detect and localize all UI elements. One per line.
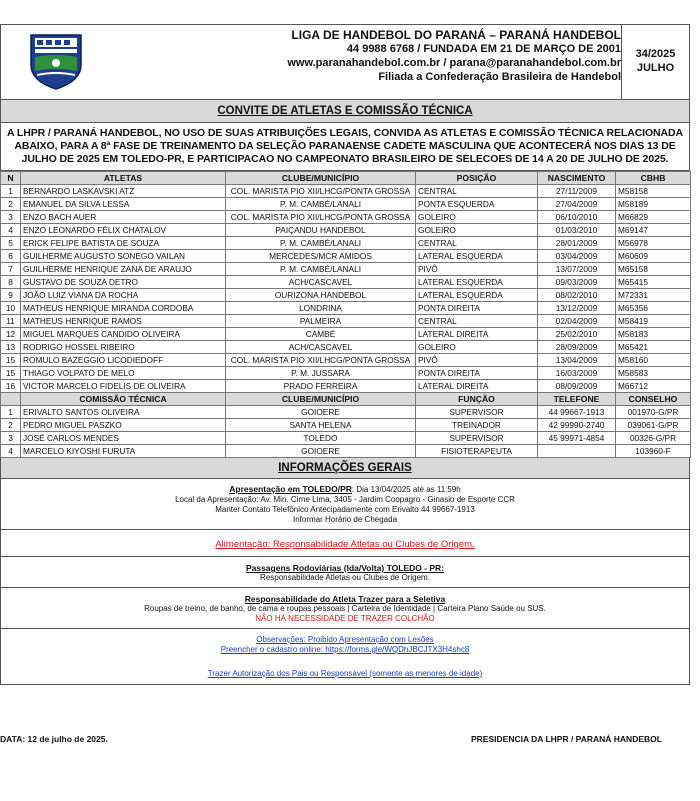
athlete-number: 13 [1,341,21,354]
arrival-contact: Manter Contato Telefônico Antecipadamente com Erivalto 44 99667-1913 [215,505,475,514]
obs-injuries: Observações: Proibido Apresentação com Lesões [256,635,434,644]
athlete-cbhb-id: M58189 [616,198,691,211]
staff-number: 3 [1,432,21,445]
staff-row [1,445,691,458]
athletes-header-row [1,172,691,185]
athlete-birthdate: 08/09/2009 [538,380,616,393]
athlete-position: CENTRAL [416,315,538,328]
staff-phone [538,445,616,458]
staff-row [1,432,691,445]
athlete-name: ENZO LEONARDO FÉLIX CHATALOV [21,224,226,237]
athlete-birthdate: 13/07/2009 [538,263,616,276]
athlete-name: MIGUEL MARQUES CANDIDO OLIVEIRA [21,328,226,341]
athlete-cbhb-id: M65415 [616,276,691,289]
athlete-birthdate: 02/04/2009 [538,315,616,328]
athlete-club: ACH/CASCAVEL [226,276,416,289]
staff-phone: 45 99971-4854 [538,432,616,445]
staff-club: GOIOERE [226,406,416,419]
arrival-note: Informar Horário de Chegada [292,515,398,524]
food-note: Alimentação: Responsabilidade Atletas ou Clubes de Origem. [215,539,475,550]
staff-row [1,406,691,419]
staff-role: FISIOTERAPEUTA [416,445,538,458]
athlete-position: GOLEIRO [416,224,538,237]
athlete-birthdate: 28/01/2009 [538,237,616,250]
athlete-number: 4 [1,224,21,237]
athlete-cbhb-id: M58158 [616,185,691,198]
staff-name: JOSÉ CARLOS MENDES [21,432,226,445]
bring-block [0,588,690,629]
athlete-position: GOLEIRO [416,211,538,224]
staff-col-club: CLUBE/MUNICÍPIO [226,393,416,406]
athlete-name: GUSTAVO DE SOUZA DETRO [21,276,226,289]
staff-col-role: FUNÇÃO [416,393,538,406]
staff-name: PEDRO MIGUEL PASZKO [21,419,226,432]
athlete-name: ERICK FELIPE BATISTA DE SOUZA [21,237,226,250]
bus-note: Responsabilidade Atletas ou Clubes de Origem. [260,573,430,582]
athlete-number: 1 [1,185,21,198]
athlete-cbhb-id: M69147 [616,224,691,237]
bus-block [0,557,690,588]
athlete-row [1,380,691,393]
athlete-birthdate: 27/11/2009 [538,185,616,198]
info-title: INFORMAÇÕES GERAIS [0,458,690,479]
athlete-position: LATERAL ESQUERDA [416,276,538,289]
athlete-number: 7 [1,263,21,276]
athlete-birthdate: 16/03/2009 [538,367,616,380]
org-affiliation: Filiada a Confederação Brasileira de Handebol [378,71,621,83]
col-club: CLUBE/MUNICÍPIO [226,172,416,185]
athlete-cbhb-id: M65158 [616,263,691,276]
athlete-position: LATERAL ESQUERDA [416,250,538,263]
league-logo-icon [27,31,85,91]
intro-lead: A LHPR / PARANÁ HANDEBOL [6,127,159,139]
athlete-cbhb-id: M66712 [616,380,691,393]
issue-month: JULHO [636,62,675,74]
staff-row [1,419,691,432]
athlete-birthdate: 08/02/2010 [538,289,616,302]
athlete-row [1,315,691,328]
arrival-location: Local da Apresentação: Av. Min. Cirne Lima, 3405 - Jardim Coopagro - Ginasio de Esporte CCR [175,495,515,504]
staff-club: SANTA HELENA [226,419,416,432]
issue-number: 34/2025 [635,48,676,60]
letterhead [0,24,690,99]
col-athlete: ATLETAS [21,172,226,185]
athletes-body [1,185,691,393]
athlete-number: 2 [1,198,21,211]
athlete-row [1,289,691,302]
col-number: N [1,172,21,185]
staff-role: SUPERVISOR [416,406,538,419]
footer-date: DATA: 12 de julho de 2025. [0,734,108,744]
athlete-birthdate: 25/02/2010 [538,328,616,341]
athlete-name: GUILHERME HENRIQUE ZANA DE ARAUJO [21,263,226,276]
athlete-name: MATHEUS HENRIQUE RAMOS [21,315,226,328]
athlete-row [1,367,691,380]
athlete-row [1,185,691,198]
intro-paragraph [0,123,690,171]
organization-info [251,28,621,84]
athlete-club: CAMBÉ [226,328,416,341]
athlete-name: MATHEUS HENRIQUE MIRANDA CORDOBA [21,302,226,315]
athlete-position: LATERAL DIREITA [416,380,538,393]
athlete-number: 6 [1,250,21,263]
athlete-club: COL. MARISTA PIO XII/LHCG/PONTA GROSSA [226,211,416,224]
athlete-birthdate: 06/10/2010 [538,211,616,224]
athlete-cbhb-id: M58160 [616,354,691,367]
col-cbhb: CBHB [616,172,691,185]
staff-council: 001970-G/PR [616,406,691,419]
athlete-cbhb-id: M72331 [616,289,691,302]
athlete-club: PAIÇANDU HANDEBOL [226,224,416,237]
athlete-club: COL. MARISTA PIO XII/LHCG/PONTA GROSSA [226,185,416,198]
document-page [0,24,690,685]
intro-text: , NO USO DE SUAS ATRIBUIÇÕES LEGAIS, CONVIDA AS ATLETAS E COMISSÃO TÉCNICA RELACIONADA ABAIXO, PARA A 8ª FASE DE TREINAMENTO DA SELEÇÃO PARANAENSE CADETE MASCULINA QUE ACONTECERÁ NOS DIAS 13 DE JULHO DE 2025 EM TOLEDO-PR, E PARTICIPACAO NO CAMPEONATO BRASILEIRO DE SELECOES DE 14 A 20 DE JULHO DE 2025. [14,127,683,165]
athlete-cbhb-id: M56978 [616,237,691,250]
staff-council: 00326-G/PR [616,432,691,445]
arrival-label: Apresentação em TOLEDO/PR [229,484,352,494]
athlete-birthdate: 28/09/2009 [538,341,616,354]
athlete-position: CENTRAL [416,185,538,198]
athlete-row [1,354,691,367]
staff-club: TOLEDO [226,432,416,445]
athlete-name: ROMULO BAZEGGIO LICODIEDOFF [21,354,226,367]
staff-club: GOIOERE [226,445,416,458]
athlete-position: PIVÔ [416,263,538,276]
athlete-name: JOÃO LUIZ VIANA DA ROCHA [21,289,226,302]
staff-name: MARCELO KIYOSHI FURUTA [21,445,226,458]
bring-mattress-note: NÃO HÁ NECESSIDADE DE TRAZER COLCHÃO [255,614,435,623]
athlete-club: PALMEIRA [226,315,416,328]
athlete-cbhb-id: M66829 [616,211,691,224]
athlete-club: ACH/CASCAVEL [226,341,416,354]
athlete-position: PONTA ESQUERDA [416,198,538,211]
org-phone-founded: 44 9988 6768 / FUNDADA EM 21 DE MARÇO DE 2001 [346,43,621,55]
athlete-name: GUILHERME AUGUSTO SONEGO VAILAN [21,250,226,263]
staff-role: TREINADOR [416,419,538,432]
athlete-number: 3 [1,211,21,224]
athlete-club: COL. MARISTA PIO XII/LHCG/PONTA GROSSA [226,354,416,367]
staff-col-phone: TELEFONE [538,393,616,406]
staff-number: 1 [1,406,21,419]
athlete-row [1,237,691,250]
athlete-number: 5 [1,237,21,250]
athlete-cbhb-id: M58583 [616,367,691,380]
athlete-club: P. M. CAMBÉ/LANALI [226,237,416,250]
org-website-email: www.paranahandebol.com.br / parana@paranahandebol.com.br [287,57,621,69]
org-name: LIGA DE HANDEBOL DO PARANÁ – PARANÁ HANDEBOL [291,28,621,42]
staff-phone: 42 99990-2740 [538,419,616,432]
athlete-position: GOLEIRO [416,341,538,354]
staff-name: ERIVALTO SANTOS OLIVEIRA [21,406,226,419]
obs-parent-authorization: Trazer Autorização dos Pais ou Responsável (somente as menores de idade) [207,669,483,678]
athlete-birthdate: 13/12/2009 [538,302,616,315]
athlete-position: CENTRAL [416,237,538,250]
athlete-number: 9 [1,289,21,302]
athlete-number: 12 [1,328,21,341]
athlete-number: 15 [1,354,21,367]
athlete-position: PONTA DIREITA [416,302,538,315]
issue-box [621,25,689,99]
col-position: POSIÇÃO [416,172,538,185]
observations-block [0,629,690,685]
staff-phone: 44 99667-1913 [538,406,616,419]
athlete-birthdate: 03/04/2009 [538,250,616,263]
staff-col-council: CONSELHO [616,393,691,406]
athlete-cbhb-id: M58183 [616,328,691,341]
athlete-club: P. M. CAMBÉ/LANALI [226,263,416,276]
athlete-club: P. M. JUSSARA [226,367,416,380]
athlete-row [1,224,691,237]
bring-label: Responsabilidade do Atleta Trazer para a Seletiva [244,594,446,604]
staff-council: 039061-G/PR [616,419,691,432]
bus-label: Passagens Rodoviárias (Ida/Volta) TOLEDO - PR: [245,563,445,573]
athlete-row [1,198,691,211]
athlete-name: VICTOR MARCELO FIDELIS DE OLIVEIRA [21,380,226,393]
athlete-name: EMANUEL DA SILVA LESSA [21,198,226,211]
athlete-position: LATERAL ESQUERDA [416,289,538,302]
athlete-row [1,250,691,263]
athlete-position: PIVÔ [416,354,538,367]
athlete-row [1,211,691,224]
athlete-birthdate: 13/04/2009 [538,354,616,367]
arrival-date: : Dia 13/04/2025 até as 11:59h [351,485,461,494]
athlete-birthdate: 27/04/2009 [538,198,616,211]
staff-council: 103960-F [616,445,691,458]
obs-form-link[interactable]: Preencher o cadastro online: https://forms.gle/WQDhJBCJTX3H4shc8 [220,645,470,654]
athlete-number: 11 [1,315,21,328]
staff-body [1,406,691,458]
staff-role: SUPERVISOR [416,432,538,445]
athlete-row [1,341,691,354]
athlete-name: THIAGO VOLPATO DE MELO [21,367,226,380]
athlete-number: 8 [1,276,21,289]
bring-items: Roupas de treino, de banho, de cama e roupas pessoais | Carteira de Identidade | Carteira Plano Saúde ou SUS. [144,604,546,613]
staff-header-row [1,393,691,406]
athlete-row [1,328,691,341]
athlete-birthdate: 01/03/2010 [538,224,616,237]
athlete-cbhb-id: M65356 [616,302,691,315]
athlete-club: MERCEDES/MCR AMIDOS [226,250,416,263]
athlete-club: P. M. CAMBÉ/LANALI [226,198,416,211]
staff-number: 4 [1,445,21,458]
staff-number: 2 [1,419,21,432]
athlete-name: BERNARDO LASKAVSKI ATZ [21,185,226,198]
footer-signature: PRESIDENCIA DA LHPR / PARANÁ HANDEBOL [471,734,662,744]
staff-col-number [1,393,21,406]
arrival-block [0,479,690,530]
athlete-row [1,263,691,276]
athlete-row [1,302,691,315]
athlete-number: 10 [1,302,21,315]
athlete-club: OURIZONA HANDEBOL [226,289,416,302]
athlete-name: RODRIGO HOSSEL RIBEIRO [21,341,226,354]
athlete-row [1,276,691,289]
athlete-name: ENZO BACH AUER [21,211,226,224]
athlete-cbhb-id: M65421 [616,341,691,354]
athlete-number: 15 [1,367,21,380]
col-birth: NASCIMENTO [538,172,616,185]
athlete-number: 16 [1,380,21,393]
athlete-club: PRADO FERREIRA [226,380,416,393]
athlete-birthdate: 09/03/2009 [538,276,616,289]
document-title: CONVITE DE ATLETAS E COMISSÃO TÉCNICA [0,99,690,123]
athlete-position: LATERAL DIREITA [416,328,538,341]
athlete-cbhb-id: M60609 [616,250,691,263]
food-block [0,530,690,557]
athlete-club: LONDRINA [226,302,416,315]
athlete-position: PONTA DIREITA [416,367,538,380]
athlete-cbhb-id: M58419 [616,315,691,328]
roster-table [0,171,691,458]
staff-col-name: COMISSÃO TÉCNICA [21,393,226,406]
